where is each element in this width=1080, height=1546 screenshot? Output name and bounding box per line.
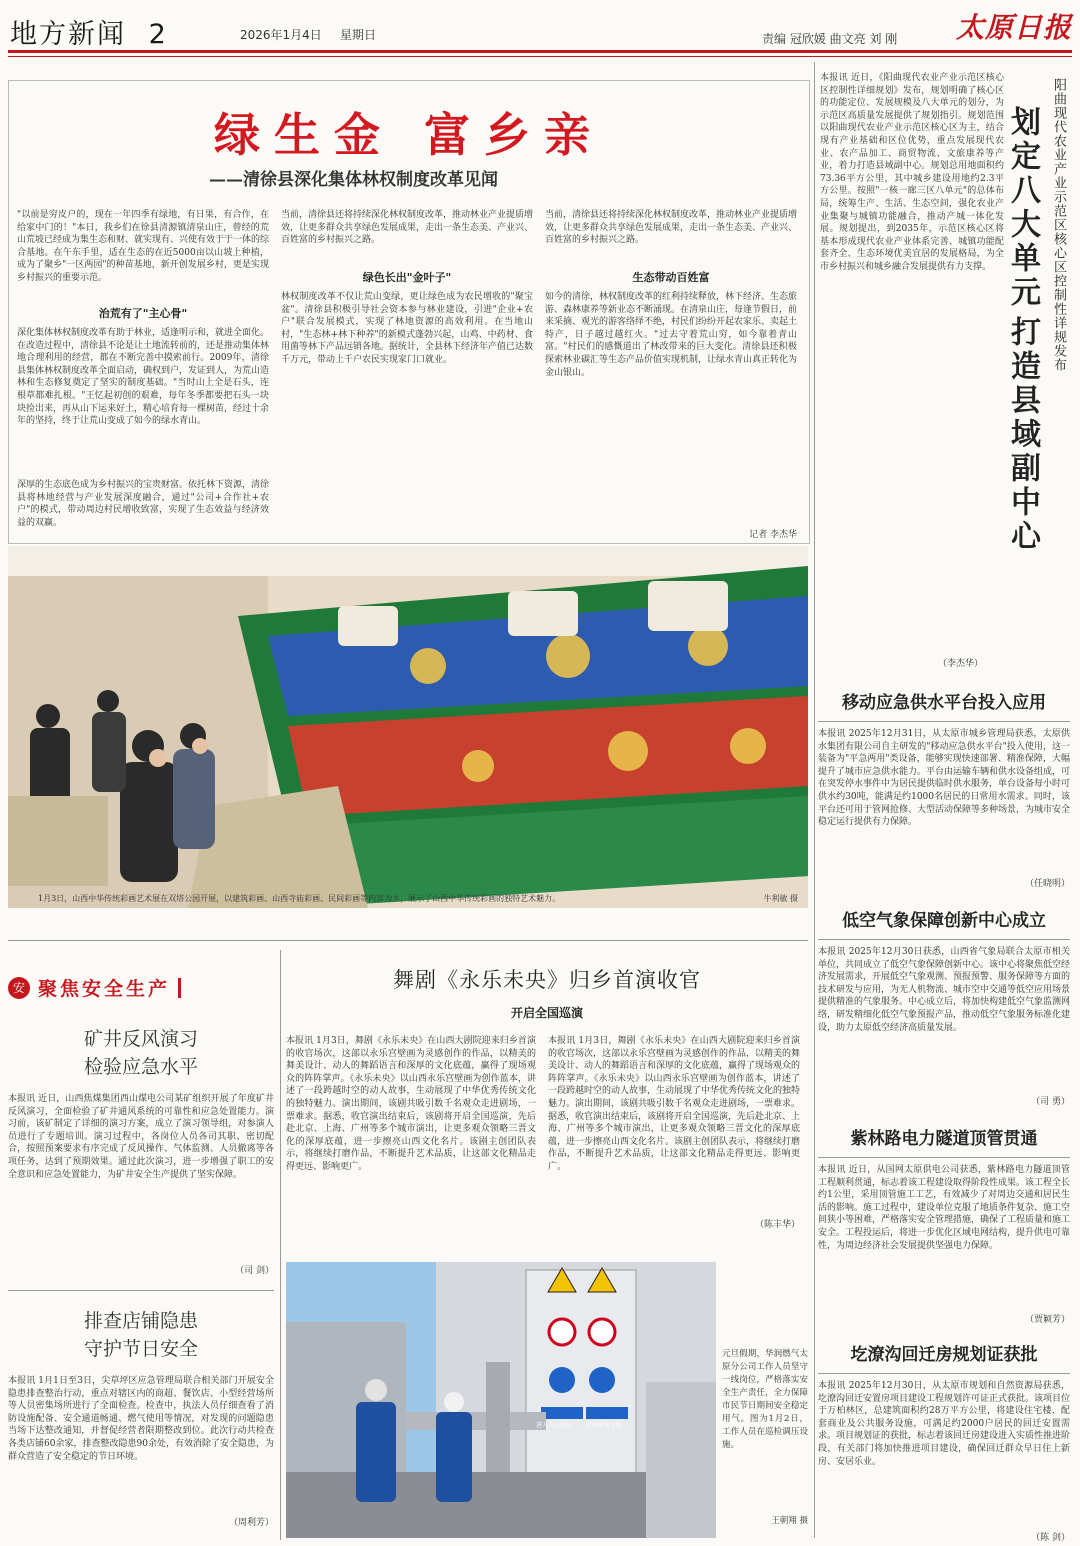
gas-photo-caption: 元旦假期，华润燃气太原分公司工作人员坚守一线岗位，严格落实安全生产责任，全力保障市民节日期间安全稳定用气。图为1月2日，工作人员在巡检调压设施。 — [722, 1349, 808, 1450]
exhibition-photo — [8, 546, 808, 908]
news-body: 本报讯 2025年12月31日，从太原市城乡管理局获悉，太原供水集团有限公司自主研发的"移动应急供水平台"投入使用，这一装备为"平急两用"类设备，能够实现快速部署、精准保障，大幅提升了城市应急供水能力。平台由运输车辆和供水设备组成，可在突发停水事件中为居民提供临时供水服务，单台设备每小时可供水约30吨，能满足约1000名居民的日常用水需求。同时，该平台还可用于管网抢修、大型活动保障等多种场景，为城市安全稳定运行提供有力保障。 — [818, 729, 1071, 828]
gas-station-photo-image — [286, 1262, 716, 1538]
opera-body-left: 本报讯 1月3日，舞剧《永乐未央》在山西大剧院迎来归乡首演的收官场次，这部以永乐宫壁画为灵感创作的作品，以精美的舞美设计、动人的舞蹈语言和深厚的文化底蕴，赢得了现场观众的阵阵掌声。《永乐未央》以山西永乐宫壁画为创作蓝本，讲述了一段跨越时空的动人故事，生动展现了中华优秀传统文化的独特魅力。演出期间，该剧共吸引数千名观众走进剧场，一票难求。据悉，收官演出结束后，该剧将开启全国巡演，先后赴北京、上海、广州等多个城市演出，让更多观众领略三晋文化的深厚底蕴，进一步擦亮山西文化名片。该剧主创团队表示，将继续打磨作品，不断提升艺术品质，让这部文化精品走得更远、影响更广。 — [286, 1036, 536, 1172]
opera-story — [286, 964, 808, 1260]
exhibition-photo-image — [8, 546, 808, 908]
news-body: 本报讯 2025年12月30日，从太原市规划和自然资源局获悉，圪潦沟回迁安置房项目建设工程规划许可证正式获批。该项目位于万柏林区，总建筑面积约28万平方公里，将建设住宅楼、配套商业及公共服务设施，可满足约2000户居民的回迁安置需求。项目规划证的获批，标志着该回迁房建设进入实质性推进阶段，有关部门将加快推进项目建设，确保回迁群众早日住上新房、安居乐业。 — [818, 1381, 1071, 1467]
column-divider-2 — [280, 950, 281, 1540]
safety-item-2-body: 本报讯 1月1日至3日，尖草坪区应急管理局联合相关部门开展安全隐患排查整治行动，重点对辖区内的商超、餐饮店、小型经营场所等人员密集场所进行了全面检查。检查中，执法人员仔细查看了消防设施配备、安全通道畅通、燃气使用等情况，对发现的问题隐患当场下达整改通知，并督促经营者限期整改到位。此次行动共检查各类店铺60余家，排查整改隐患90余处，有效消除了安全隐患，为群众营造了安全稳定的节日环境。 — [8, 1376, 274, 1462]
lead-paragraph-1: 深化集体林权制度改革有助于林业，适逢明示和，就进全面化。在改造过程中，清徐县不论是让土地流转前的，还是推动集体林地合理利用的经营，都在不断完善中摸索前行。2009年，清徐县集体林权制度改革全面启动，确权到户，发证到人，为荒山造林和生态修复奠定了坚实的制度基础。"当时山上全是石头，连根草都难扎根。"王忆起初创的艰难，每年冬季都要把石头一块块捡出来，再从山下运来好土，精心培育每一棵树苗，经过十余年的坚持，终于让荒山变成了如今的绿水青山。 — [17, 328, 270, 427]
lead-title: 绿生金 富乡亲 — [213, 108, 604, 162]
lead-paragraph-5a: 当前，清徐县还将持续深化林权制度改革，推动林业产业提质增效，让更多群众共享绿色发展成果，走出一条生态美、产业兴、百姓富的乡村振兴之路。 — [545, 210, 798, 246]
gas-sign-helmet: 必须戴安全帽 — [586, 1422, 623, 1429]
lead-paragraph-2: 深厚的生态底色成为乡村振兴的宝贵财富。依托林下资源，清徐县将林地经营与产业发展深度融合，通过"公司+合作社+农户"的模式，带动周边村民增收致富，实现了生态效益与经济效益的双赢。 — [17, 480, 270, 528]
safety-item-1-title — [8, 1025, 274, 1081]
news-byline: （司 勇） — [1031, 1097, 1070, 1107]
side-feature — [818, 66, 1074, 672]
news-item-housing — [818, 1340, 1071, 1543]
opera-body-right: 本报讯 1月3日，舞剧《永乐未央》在山西大剧院迎来归乡首演的收官场次，这部以永乐宫壁画为灵感创作的作品，以精美的舞美设计、动人的舞蹈语言和深厚的文化底蕴，赢得了现场观众的阵阵掌声。《永乐未央》以山西永乐宫壁画为创作蓝本，讲述了一段跨越时空的动人故事，生动展现了中华优秀传统文化的独特魅力。演出期间，该剧共吸引数千名观众走进剧场，一票难求。据悉，收官演出结束后，该剧将开启全国巡演，先后赴北京、上海、广州等多个城市演出，让更多观众领略三晋文化的深厚底蕴，进一步擦亮山西文化名片。该剧主创团队表示，将继续打磨作品，不断提升艺术品质，让这部文化精品走得更远、影响更广。 — [548, 1036, 801, 1172]
issue-date: 2026年1月4日 — [240, 28, 322, 42]
safety-item-1-byline: （司 剑） — [235, 1266, 274, 1276]
safety-item-2-title-a: 排查店铺隐患 — [83, 1310, 198, 1332]
news-item-water — [818, 688, 1071, 889]
lead-author: 记者 李杰华 — [749, 530, 797, 540]
lead-subtitle: ——清徐县深化集体林权制度改革见闻 — [209, 170, 498, 190]
lead-paragraph-3: 林权制度改革不仅让荒山变绿，更让绿色成为农民增收的"聚宝盆"。清徐县积极引导社会资本参与林业建设，引进"企业+农户"联合发展模式，实现了林地资源的高效利用。在当地山村，"生态林+林下种养"的新模式蓬勃兴起，山鸡、中药材、食用菌等林下产品远销各地。据统计，全县林下经济年产值已达数千万元，带动上千户农民实现家门口就业。 — [281, 292, 534, 365]
side-feature-headline-b: 打造县域副中心 — [1005, 316, 1040, 554]
safety-divider — [8, 1290, 274, 1291]
exhibition-photo-caption: 1月3日，山西中华传统彩画艺术展在双塔公园开展，以建筑彩画、山西寺庙彩画、民间彩画等内容为主，展示了山西中华传统彩画的独特艺术魅力。 — [38, 894, 561, 903]
safety-item-1-title-b: 检验应急水平 — [83, 1056, 198, 1078]
news-byline: （任晓明） — [1024, 879, 1070, 889]
opera-title: 舞剧《永乐未央》归乡首演收官 — [393, 968, 701, 992]
news-item-tunnel — [818, 1124, 1070, 1324]
news-rule — [818, 939, 1070, 940]
side-feature-body: 本报讯 近日，《阳曲现代农业产业示范区核心区控制性详细规划》发布，规划明确了核心区的功能定位、发展规模及八大单元的划分，为示范区高质量发展提供了规划指引。规划范围以阳曲现代农业产业示范区核心区为主，结合现有产业基础和区位优势，重点发展现代农业、农产品加工、商贸物流、文旅康养等产业，着力打造县域副中心。规划总用地面积约73.36平方公里，其中城乡建设用地约2.3平方公里。按照"一核一廊三区八单元"的总体布局，统筹生产、生活、生态空间，强化农业产业集聚与城镇功能融合，推动产城一体化发展。规划提出，到2035年，示范区核心区将基本形成现代农业产业体系完善、城镇功能配套齐全、生态环境优美宜居的发展格局，为全市乡村振兴和城乡融合发展提供有力支撑。 — [820, 73, 1004, 272]
safety-item-1-body: 本报讯 近日，山西焦煤集团西山煤电公司某矿组织开展了年度矿井反风演习，全面检验了矿井通风系统的可靠性和应急处置能力。演习前，该矿制定了详细的演习方案，成立了演习领导组，对参演人员进行了专题培训。演习过程中，各岗位人员各司其职、密切配合，按照预案要求有序完成了反风操作、气体监测、人员撤离等各项任务，达到了预期效果。通过此次演习，进一步增强了职工的安全意识和应急处置能力，为矿井安全生产提供了坚实保障。 — [8, 1094, 274, 1180]
news-title: 低空气象保障创新中心成立 — [842, 911, 1046, 931]
section-title — [10, 12, 168, 51]
safety-item-2-title — [8, 1307, 274, 1363]
news-rule — [818, 1157, 1070, 1158]
lead-intro: "以前是穷皮户的，现在一年四季有绿地，有日果，有合作，在给家中门的！"本日，我乡们在徐县清源镇清泉山庄，曾经的荒山荒坡已经成为集生态和财、就实现有、兴使有效于于一体的综合基地。在午东手里，适在生态的在近5000亩以山坡上种植，成为了聚乡"一区两园"的种苗基地，新开创发展乡村，更是实现乡村振兴的重要示范。 — [17, 210, 270, 283]
weekday: 星期日 — [340, 28, 377, 42]
safety-item-2-title-b: 守护节日安全 — [83, 1338, 198, 1360]
news-title: 紫林路电力隧道顶管贯通 — [850, 1129, 1038, 1149]
news-item-weather — [818, 906, 1071, 1107]
header-rule — [8, 50, 1072, 53]
news-body: 本报讯 2025年12月30日获悉，山西省气象局联合太原市相关单位，共同成立了低空气象保障创新中心。该中心将聚焦低空经济发展需求，开展低空气象观测、预报预警、服务保障等方面的技术研发与应用，为无人机物流、城市空中交通等低空应用场景提供精准的气象服务。中心成立后，将加快构建低空气象监测网络，研发精细化低空气象预报产品，推动低空气象服务标准化建设，助力太原低空经济高质量发展。 — [818, 947, 1071, 1033]
column-divider — [814, 62, 815, 1538]
news-byline: （贾颖芳） — [1024, 1315, 1070, 1325]
news-title: 圪潦沟回迁房规划证获批 — [850, 1345, 1038, 1365]
news-rule — [818, 1373, 1070, 1374]
editors-credit: 责编 冠欣媛 曲文亮 刘 刚 — [762, 32, 898, 46]
safety-item-2-byline: （周利芳） — [228, 1518, 274, 1528]
gas-station-photo — [286, 1262, 716, 1538]
side-feature-headline-a: 划定八大单元 — [1005, 106, 1040, 310]
exhibition-photo-credit: 牛利敏 摄 — [763, 894, 798, 903]
page-number: 2 — [148, 19, 168, 50]
lead-subhead-3: 生态带动百姓富 — [632, 271, 710, 284]
safety-bar — [178, 978, 181, 998]
news-byline: （陈 剑） — [1031, 1533, 1070, 1543]
safety-column-header — [8, 974, 274, 1001]
news-body: 本报讯 近日，从国网太原供电公司获悉，紫林路电力隧道顶管工程顺利贯通，标志着该工程建设取得阶段性成果。该工程全长约1公里，采用顶管施工工艺，有效减少了对周边交通和居民生活的影响。施工过程中，建设单位克服了地质条件复杂、施工空间狭小等困难，严格落实安全管理措施，确保了工程质量和施工安全。工程投运后，将进一步优化区域电网结构，提升供电可靠性，为周边经济社会发展提供坚强电力保障。 — [818, 1165, 1071, 1251]
safety-emblem-icon: 安 — [8, 977, 30, 999]
section-name: 地方新闻 — [10, 19, 126, 50]
opera-subtitle: 开启全国巡演 — [510, 1006, 583, 1020]
safety-item-1-title-a: 矿井反风演习 — [83, 1028, 198, 1050]
lead-story — [8, 80, 810, 544]
gas-photo-caption-box — [722, 1348, 808, 1538]
safety-column-title: 聚焦安全生产 — [38, 978, 171, 1000]
gas-sign-entry: 进入人员登记 — [536, 1422, 573, 1429]
side-feature-byline: （李杰华） — [938, 659, 984, 669]
lead-subhead-2: 绿色长出"金叶子" — [362, 271, 452, 284]
news-title: 移动应急供水平台投入应用 — [842, 693, 1046, 713]
divider — [8, 940, 808, 941]
news-rule — [818, 721, 1070, 722]
safety-column — [8, 950, 274, 1540]
lead-paragraph-4: 当前，清徐县还将持续深化林权制度改革，推动林业产业提质增效，让更多群众共享绿色发展成果，走出一条生态美、产业兴、百姓富的乡村振兴之路。 — [281, 210, 534, 246]
newspaper-logo: 太原日报 — [955, 11, 1072, 44]
header-rule-thin — [8, 56, 1072, 57]
lead-paragraph-5: 如今的清徐，林权制度改革的红利持续释放，林下经济、生态旅游、森林康养等新业态不断涌现。在清泉山庄，每逢节假日，前来采摘、观光的游客络绎不绝，村民们纷纷开起农家乐、卖起土特产，日子越过越红火。"过去守着荒山穷，如今靠着青山富。"村民们的感慨道出了林改带来的巨大变化。清徐县还积极探索林业碳汇等生态产品价值实现机制，让绿水青山真正转化为金山银山。 — [545, 292, 798, 378]
side-feature-kicker: 阳曲现代农业产业示范区核心区控制性详规发布 — [1051, 78, 1066, 372]
gas-photo-credit: 王朝翔 摄 — [771, 1516, 808, 1526]
opera-byline: （陈丰华） — [754, 1220, 800, 1230]
lead-subhead-1: 治荒有了"主心骨" — [98, 307, 188, 320]
